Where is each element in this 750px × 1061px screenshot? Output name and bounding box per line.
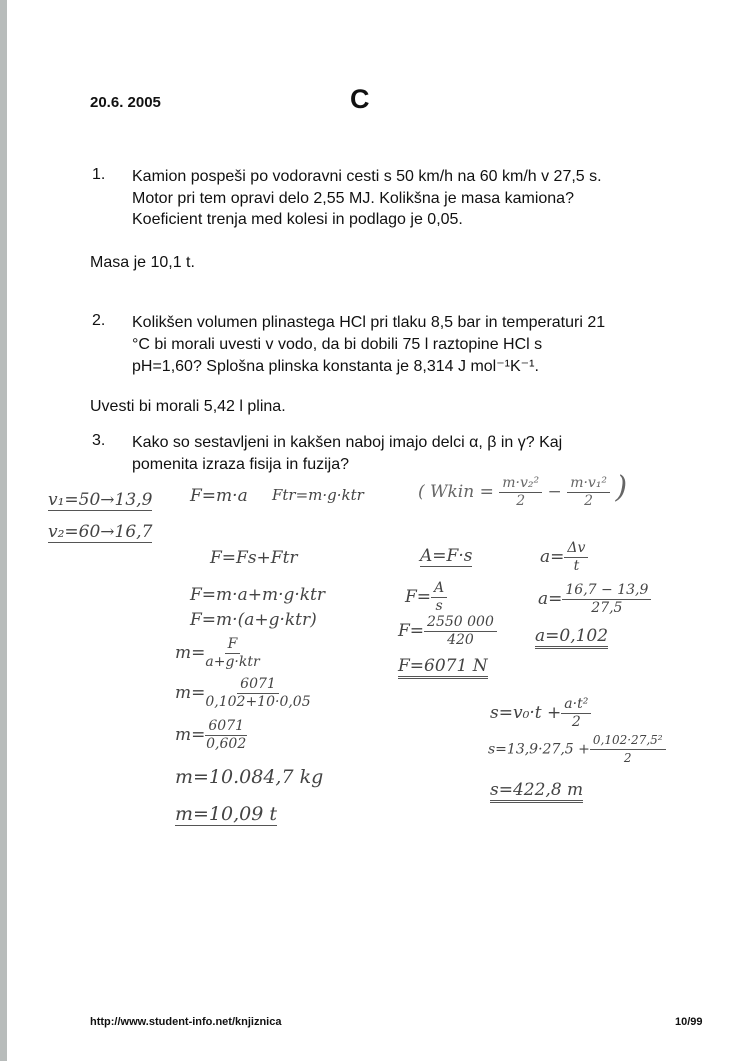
hw-m3 <box>175 718 247 753</box>
hw-acc3: a=0,102 <box>535 626 608 649</box>
answer-1: Masa je 10,1 t. <box>90 254 195 271</box>
text-line: °C bi morali uvesti v vodo, da bi dobili 75 l raztopine HCl s <box>132 336 543 353</box>
hw-part: s=13,9·27,5 + <box>488 741 590 758</box>
text-line: Koeficient trenja med kolesi in podlago je 0,05. <box>132 211 463 228</box>
hw-s2 <box>488 732 666 767</box>
hw-num: 0,102·27,5² <box>590 732 666 750</box>
question-1-text <box>132 166 602 231</box>
hw-part: m= <box>175 725 206 745</box>
text-line: pH=1,60? Splošna plinska konstanta je 8,314 J mol⁻¹K⁻¹. <box>132 358 539 375</box>
scan-edge <box>0 0 7 1061</box>
hw-num: a·t² <box>561 696 591 714</box>
hw-den: 420 <box>447 632 474 648</box>
hw-den: 2 <box>571 714 581 730</box>
text-line: pomenita izraza fisija in fuzija? <box>132 455 349 473</box>
hw-f1: F=m·a <box>190 486 248 506</box>
question-number: 3. <box>92 432 106 449</box>
question-number: 1. <box>92 166 106 183</box>
hw-part: a= <box>540 547 565 567</box>
text-line: Kako so sestavljeni in kakšen naboj imajo delci α, β in γ? Kaj <box>132 434 563 451</box>
hw-v1: v₁=50→13,9 <box>48 490 153 510</box>
hw-den: a+g·ktr <box>205 654 260 670</box>
hw-acc2 <box>538 582 651 617</box>
text-line: Motor pri tem opravi delo 2,55 MJ. Kolikšna je masa kamiona? <box>132 189 574 207</box>
hw-l2: F=m·a+m·g·ktr <box>190 585 326 605</box>
hw-fc: F=6071 N <box>398 656 488 679</box>
hw-den: 27,5 <box>591 600 623 616</box>
hw-num: 16,7 − 13,9 <box>562 582 651 600</box>
hw-den: 0,602 <box>206 736 247 752</box>
hw-m4: m=10.084,7 kg <box>175 766 324 788</box>
hw-part: ( Wkin = <box>418 482 494 502</box>
hw-s1 <box>490 696 591 731</box>
hw-num: 2550 000 <box>424 614 497 632</box>
footer-url: http://www.student-info.net/knjiznica <box>90 1016 282 1028</box>
hw-den: 2 <box>623 751 632 765</box>
hw-num: m·v₂² <box>499 475 542 493</box>
hw-num: A <box>431 580 447 598</box>
date: 20.6. 2005 <box>90 94 161 111</box>
text-line: Kolikšen volumen plinastega HCl pri tlaku 8,5 bar in temperaturi 21 <box>132 314 606 331</box>
hw-l1: F=Fs+Ftr <box>210 548 298 568</box>
hw-num: m·v₁² <box>567 475 610 493</box>
hw-num: Δv <box>564 540 588 558</box>
question-2-text <box>132 312 605 378</box>
variant-label: C <box>350 84 370 114</box>
hw-s3: s=422,8 m <box>490 780 583 803</box>
hw-num: F <box>225 636 241 654</box>
hw-m2 <box>175 676 311 711</box>
hw-den: t <box>573 558 580 574</box>
answer-2: Uvesti bi morali 5,42 l plina. <box>90 398 286 415</box>
hw-acc <box>540 540 588 575</box>
hw-den: 2 <box>516 493 526 509</box>
hw-fa <box>405 580 447 615</box>
hw-num: 6071 <box>237 676 279 694</box>
hw-part: F= <box>405 587 432 607</box>
hw-part: m= <box>175 643 206 663</box>
hw-part: − <box>547 482 562 502</box>
page-number: 10/99 <box>675 1016 703 1028</box>
hw-den: 0,102+10·0,05 <box>205 694 311 710</box>
hw-part: a= <box>538 589 563 609</box>
hw-part: m= <box>175 683 206 703</box>
question-number: 2. <box>92 312 106 329</box>
hw-part: s=v₀·t + <box>490 703 562 723</box>
hw-m1 <box>175 636 260 671</box>
hw-f2: Ftr=m·g·ktr <box>272 486 364 504</box>
hw-den: 2 <box>584 493 594 509</box>
hw-wkin <box>418 470 627 510</box>
hw-part: ) <box>615 470 628 505</box>
question-3-text <box>132 432 562 475</box>
hw-num: 6071 <box>205 718 247 736</box>
hw-den: s <box>435 598 443 614</box>
hw-m5: m=10,09 t <box>175 803 278 825</box>
hw-v2: v₂=60→16,7 <box>48 522 153 542</box>
hw-part: F= <box>398 621 425 641</box>
hw-fb <box>398 614 497 649</box>
hw-a1: A=F·s <box>420 546 473 566</box>
hw-l3: F=m·(a+g·ktr) <box>190 610 317 630</box>
text-line: Kamion pospeši po vodoravni cesti s 50 km/h na 60 km/h v 27,5 s. <box>132 168 602 185</box>
